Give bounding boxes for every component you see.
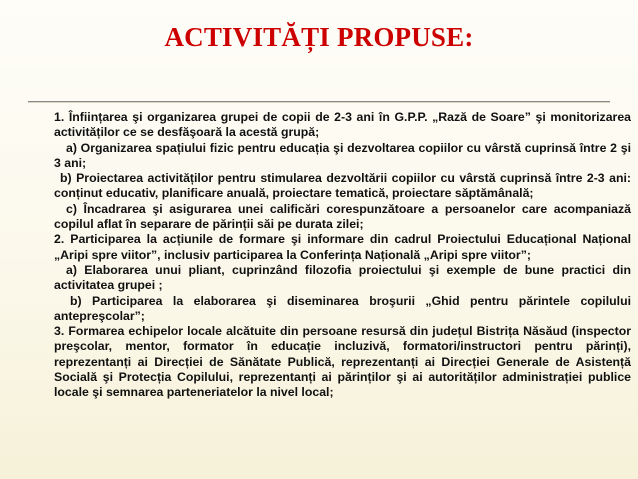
paragraph-1a: a) Organizarea spațiului fizic pentru educația şi dezvoltarea copiilor cu vârstă cuprinsă între 2 şi 3 ani; bbox=[54, 140, 631, 170]
paragraph-3: 3. Formarea echipelor locale alcătuite din persoane resursă din județul Bistrița Năsăud (inspector preşcolar, mentor, formator în educație incluzivă, formatori/instructori pentru părinți), reprezentanți ai Direcției de Sănătate Publică, reprezentanți ai Direcției Generale de Asistență Socială şi Protecția Copilului, reprezentanți ai părinților şi ai autorităților administrației publice locale şi semnarea parteneriatelor la nivel local; bbox=[54, 324, 631, 400]
paragraph-1c: c) Încadrarea şi asigurarea unei calificări corespunzătoare a persoanelor care acompaniază copilul aflat în separare de părinții săi pe durata zilei; bbox=[54, 201, 631, 232]
paragraph-2a: a) Elaborarea unui pliant, cuprinzând filozofia proiectului şi exemple de bune practici din activitatea grupei ; bbox=[54, 262, 631, 293]
slide-body bbox=[54, 110, 631, 401]
paragraph-1b: b) Proiectarea activităților pentru stimularea dezvoltării copiilor cu vârstă cuprinsă între 2-3 ani: conținut educativ, planificare anuală, proiectare tematică, proiectare săptămânală; bbox=[54, 171, 631, 201]
paragraph-2: 2. Participarea la acțiunile de formare şi informare din cadrul Proiectului Educațional Național „Aripi spre viitor”, inclusiv participarea la Conferința Națională „Aripi spre viitor”; bbox=[54, 232, 631, 262]
title-divider bbox=[28, 101, 610, 102]
paragraph-2b: b) Participarea la elaborarea şi diseminarea broşurii „Ghid pentru părintele copilului antepreşcolar”; bbox=[54, 293, 631, 323]
slide-title: ACTIVITĂȚI PROPUSE: bbox=[164, 22, 474, 52]
paragraph-1: 1. Înființarea şi organizarea grupei de copii de 2-3 ani în G.P.P. „Rază de Soare” şi monitorizarea activităților ce se desfăşoară la acestă grupă; bbox=[54, 110, 631, 140]
